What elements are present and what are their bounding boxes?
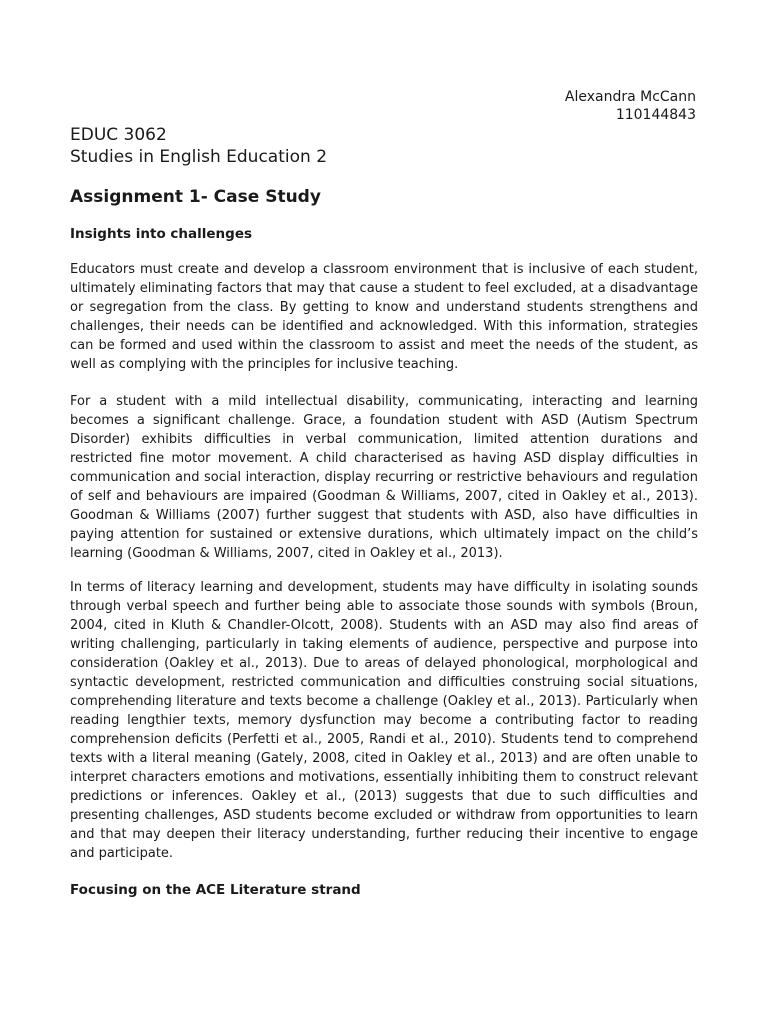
author-name: Alexandra McCann	[564, 89, 696, 105]
assignment-title: Assignment 1- Case Study	[70, 187, 321, 207]
paragraph: In terms of literacy learning and development, students may have difficulty in isolating sounds through verbal speech and further being able to associate those sounds with symbols (Broun, 2004, cited in Kluth & Chandler-Olcott, 2008). Students with an ASD may also find areas of writing challenging, particularly in taking elements of audience, perspective and purpose into consideration (Oakley et al., 2013). Due to areas of delayed phonological, morphological and syntactic development, restricted communication and difficulties construing social situations, comprehending literature and texts become a challenge (Oakley et al., 2013). Particularly when reading lengthier texts, memory dysfunction may become a contributing factor to reading comprehension deficits (Perfetti et al., 2005, Randi et al., 2010). Students tend to comprehend texts with a literal meaning (Gately, 2008, cited in Oakley et al., 2013) and are often unable to interpret characters emotions and motivations, essentially inhibiting them to construct relevant predictions or inferences. Oakley et al., (2013) suggests that due to such difficulties and presenting challenges, ASD students become excluded or withdraw from opportunities to learn and that may deepen their literacy understanding, further reducing their incentive to engage and participate.	[70, 580, 698, 861]
course-title: Studies in English Education 2	[70, 147, 328, 167]
author-block	[565, 88, 696, 124]
section-heading: Focusing on the ACE Literature strand	[70, 882, 361, 898]
paragraph: For a student with a mild intellectual disability, communicating, interacting and learning becomes a significant challenge. Grace, a foundation student with ASD (Autism Spectrum Disorder) exhibits difficulties in verbal communication, limited attention durations and restricted fine motor movement. A child characterised as having ASD display difficulties in communication and social interaction, display recurring or restrictive behaviours and regulation of self and behaviours are impaired (Goodman & Williams, 2007, cited in Oakley et al., 2013). Goodman & Williams (2007) further suggest that students with ASD, also have difficulties in paying attention for sustained or extensive durations, which ultimately impact on the child’s learning (Goodman & Williams, 2007, cited in Oakley et al., 2013).	[70, 394, 698, 561]
paragraph: Educators must create and develop a classroom environment that is inclusive of each student, ultimately eliminating factors that may that cause a student to feel excluded, at a disadvantage or segregation from the class. By getting to know and understand students strengthens and challenges, their needs can be identified and acknowledged. With this information, strategies can be formed and used within the classroom to assist and meet the needs of the student, as well as complying with the principles for inclusive teaching.	[70, 262, 698, 372]
course-code: EDUC 3062	[70, 125, 167, 145]
student-id: 110144843	[615, 107, 696, 123]
section-heading: Insights into challenges	[70, 226, 253, 242]
course-block	[70, 124, 327, 168]
